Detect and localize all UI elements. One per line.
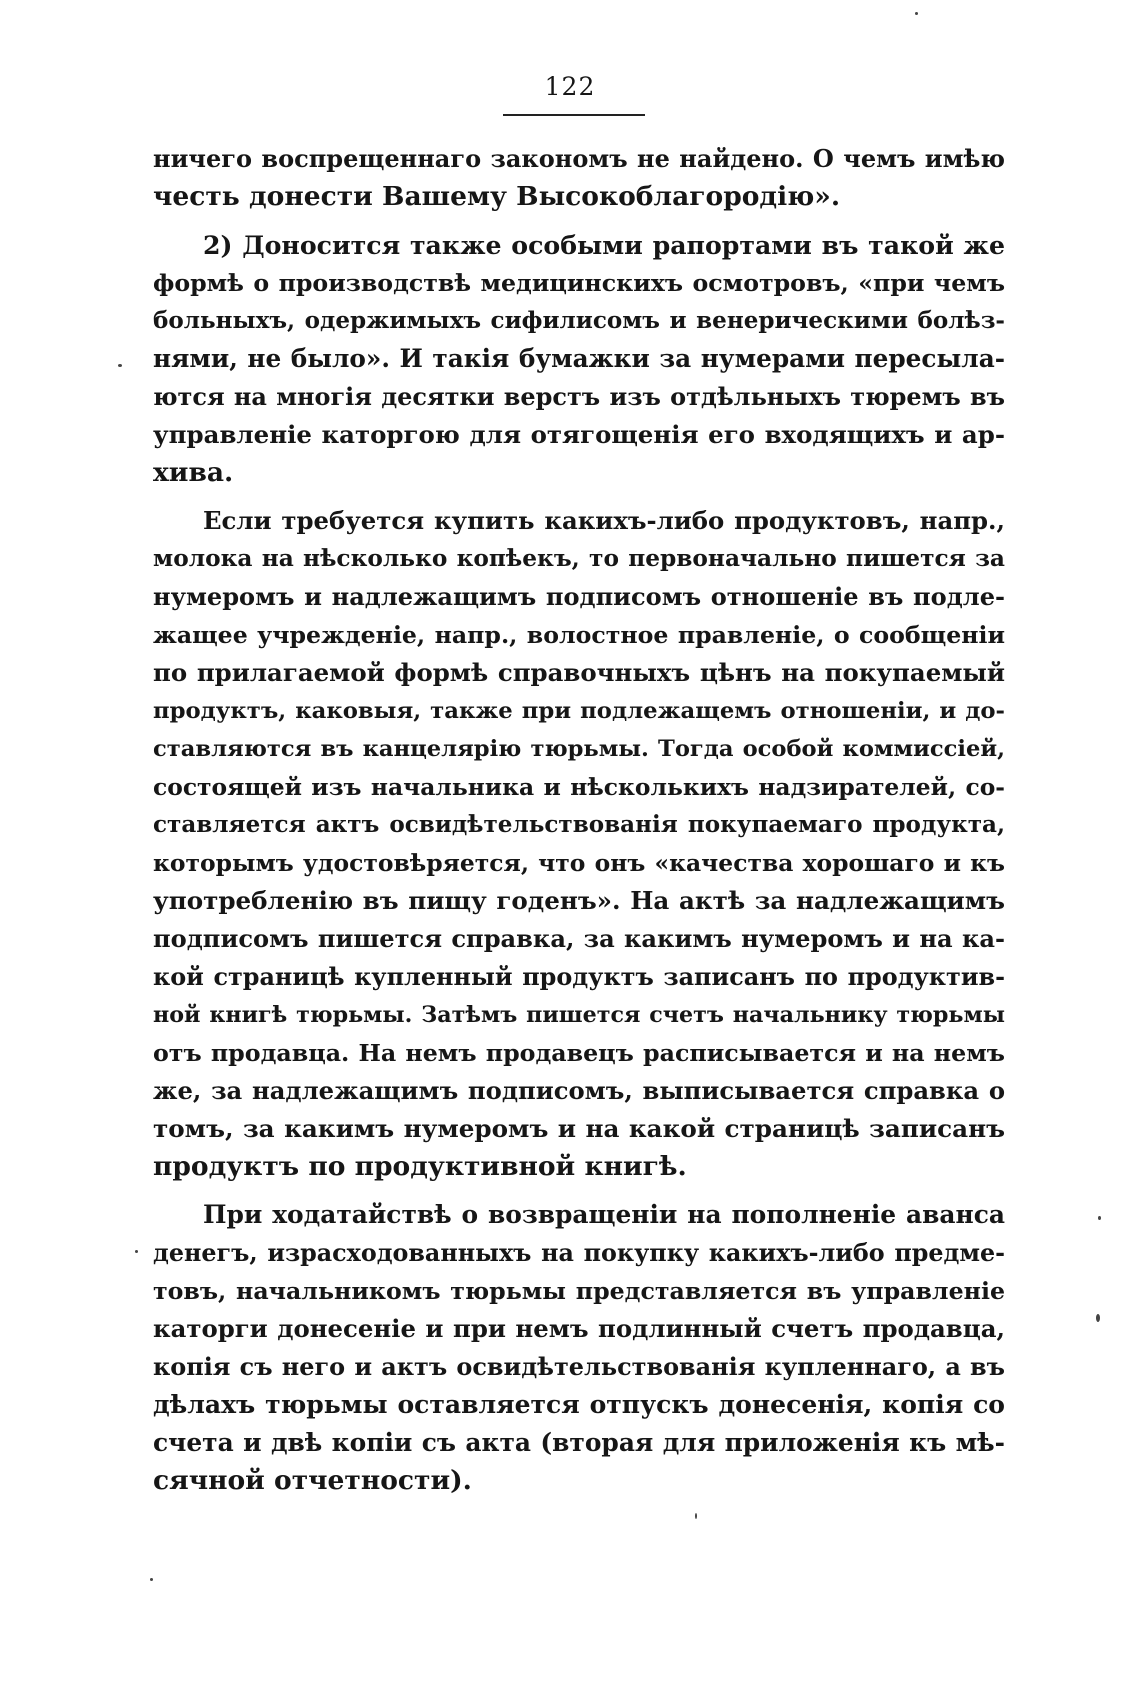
text-line: Если требуется купить какихъ-либо продуктовъ, напр.,: [203, 506, 1005, 535]
scan-speck: [915, 12, 918, 15]
text-line: 2) Доносится также особыми рапортами въ такой же: [203, 230, 1005, 260]
text-line: нями, не было». И такія бумажки за нумерами пересыла-: [153, 344, 1005, 373]
header-rule: [503, 114, 645, 116]
text-line: товъ, начальникомъ тюрьмы представляется въ управленіе: [153, 1277, 1005, 1305]
text-line: подписомъ пишется справка, за какимъ нумеромъ и на ка-: [153, 924, 1005, 953]
text-line: ставляются въ канцелярію тюрьмы. Тогда особой коммиссіей,: [153, 736, 1005, 762]
text-line: сячной отчетности).: [153, 1465, 472, 1496]
scan-speck: [695, 1513, 697, 1519]
text-line: отъ продавца. На немъ продавецъ расписывается и на немъ: [153, 1039, 1005, 1067]
scan-speck: [135, 1250, 138, 1253]
text-line: же, за надлежащимъ подписомъ, выписывается справка о: [153, 1076, 1005, 1105]
paragraph: [153, 1196, 1005, 1500]
text-line: управленіе каторгою для отягощенія его входящихъ и ар-: [153, 420, 1005, 449]
text-line: больныхъ, одержимыхъ сифилисомъ и венерическими болѣз-: [153, 307, 1005, 334]
text-line: по прилагаемой формѣ справочныхъ цѣнъ на покупаемый: [153, 658, 1005, 687]
page-number: 122: [544, 72, 596, 101]
text-line: дѣлахъ тюрьмы оставляется отпускъ донесенія, копія со: [153, 1390, 1005, 1419]
text-line: томъ, за какимъ нумеромъ и на какой страницѣ записанъ: [153, 1114, 1005, 1143]
text-line: При ходатайствѣ о возвращеніи на пополненіе аванса: [203, 1200, 1005, 1229]
text-line: состоящей изъ начальника и нѣсколькихъ надзирателей, со-: [153, 773, 1005, 801]
text-line: ются на многія десятки верстъ изъ отдѣльныхъ тюремъ въ: [153, 383, 1005, 411]
scan-speck: [1096, 1314, 1100, 1322]
paragraph: [153, 140, 1005, 216]
body-text: [153, 140, 1005, 1500]
text-line: кой страницѣ купленный продуктъ записанъ по продуктив-: [153, 963, 1005, 991]
text-line: которымъ удостовѣряется, что онъ «качества хорошаго и къ: [153, 849, 1005, 877]
paragraph: [153, 226, 1005, 492]
text-line: молока на нѣсколько копѣекъ, то первоначально пишется за: [153, 545, 1005, 572]
text-line: копія съ него и актъ освидѣтельствованія купленнаго, а въ: [153, 1353, 1005, 1381]
text-line: счета и двѣ копіи съ акта (вторая для приложенія къ мѣ-: [153, 1428, 1005, 1457]
scan-speck: [1098, 1216, 1101, 1220]
text-line: хива.: [153, 457, 234, 488]
text-line: ничего воспрещеннаго закономъ не найдено. О чемъ имѣю: [153, 144, 1005, 173]
text-line: формѣ о производствѣ медицинскихъ осмотровъ, «при чемъ: [153, 269, 1005, 297]
text-line: ной книгѣ тюрьмы. Затѣмъ пишется счетъ начальнику тюрьмы: [153, 1002, 1005, 1028]
text-line: нумеромъ и надлежащимъ подписомъ отношеніе въ подле-: [153, 582, 1005, 611]
text-line: продуктъ, каковыя, также при подлежащемъ отношеніи, и до-: [153, 698, 1005, 724]
paragraph: [153, 502, 1005, 1186]
text-line: ставляется актъ освидѣтельствованія покупаемаго продукта,: [153, 811, 1005, 838]
text-line: честь донести Вашему Высокоблагородію».: [153, 181, 841, 212]
text-line: продуктъ по продуктивной книгѣ.: [153, 1151, 687, 1182]
scan-speck: [150, 1578, 153, 1581]
text-line: жащее учрежденіе, напр., волостное правленіе, о сообщеніи: [153, 621, 1005, 649]
text-line: каторги донесеніе и при немъ подлинный счетъ продавца,: [153, 1314, 1005, 1343]
scan-speck: [118, 364, 122, 367]
text-line: употребленію въ пищу годенъ». На актѣ за надлежащимъ: [153, 886, 1005, 915]
text-line: денегъ, израсходованныхъ на покупку какихъ-либо предме-: [153, 1239, 1005, 1267]
